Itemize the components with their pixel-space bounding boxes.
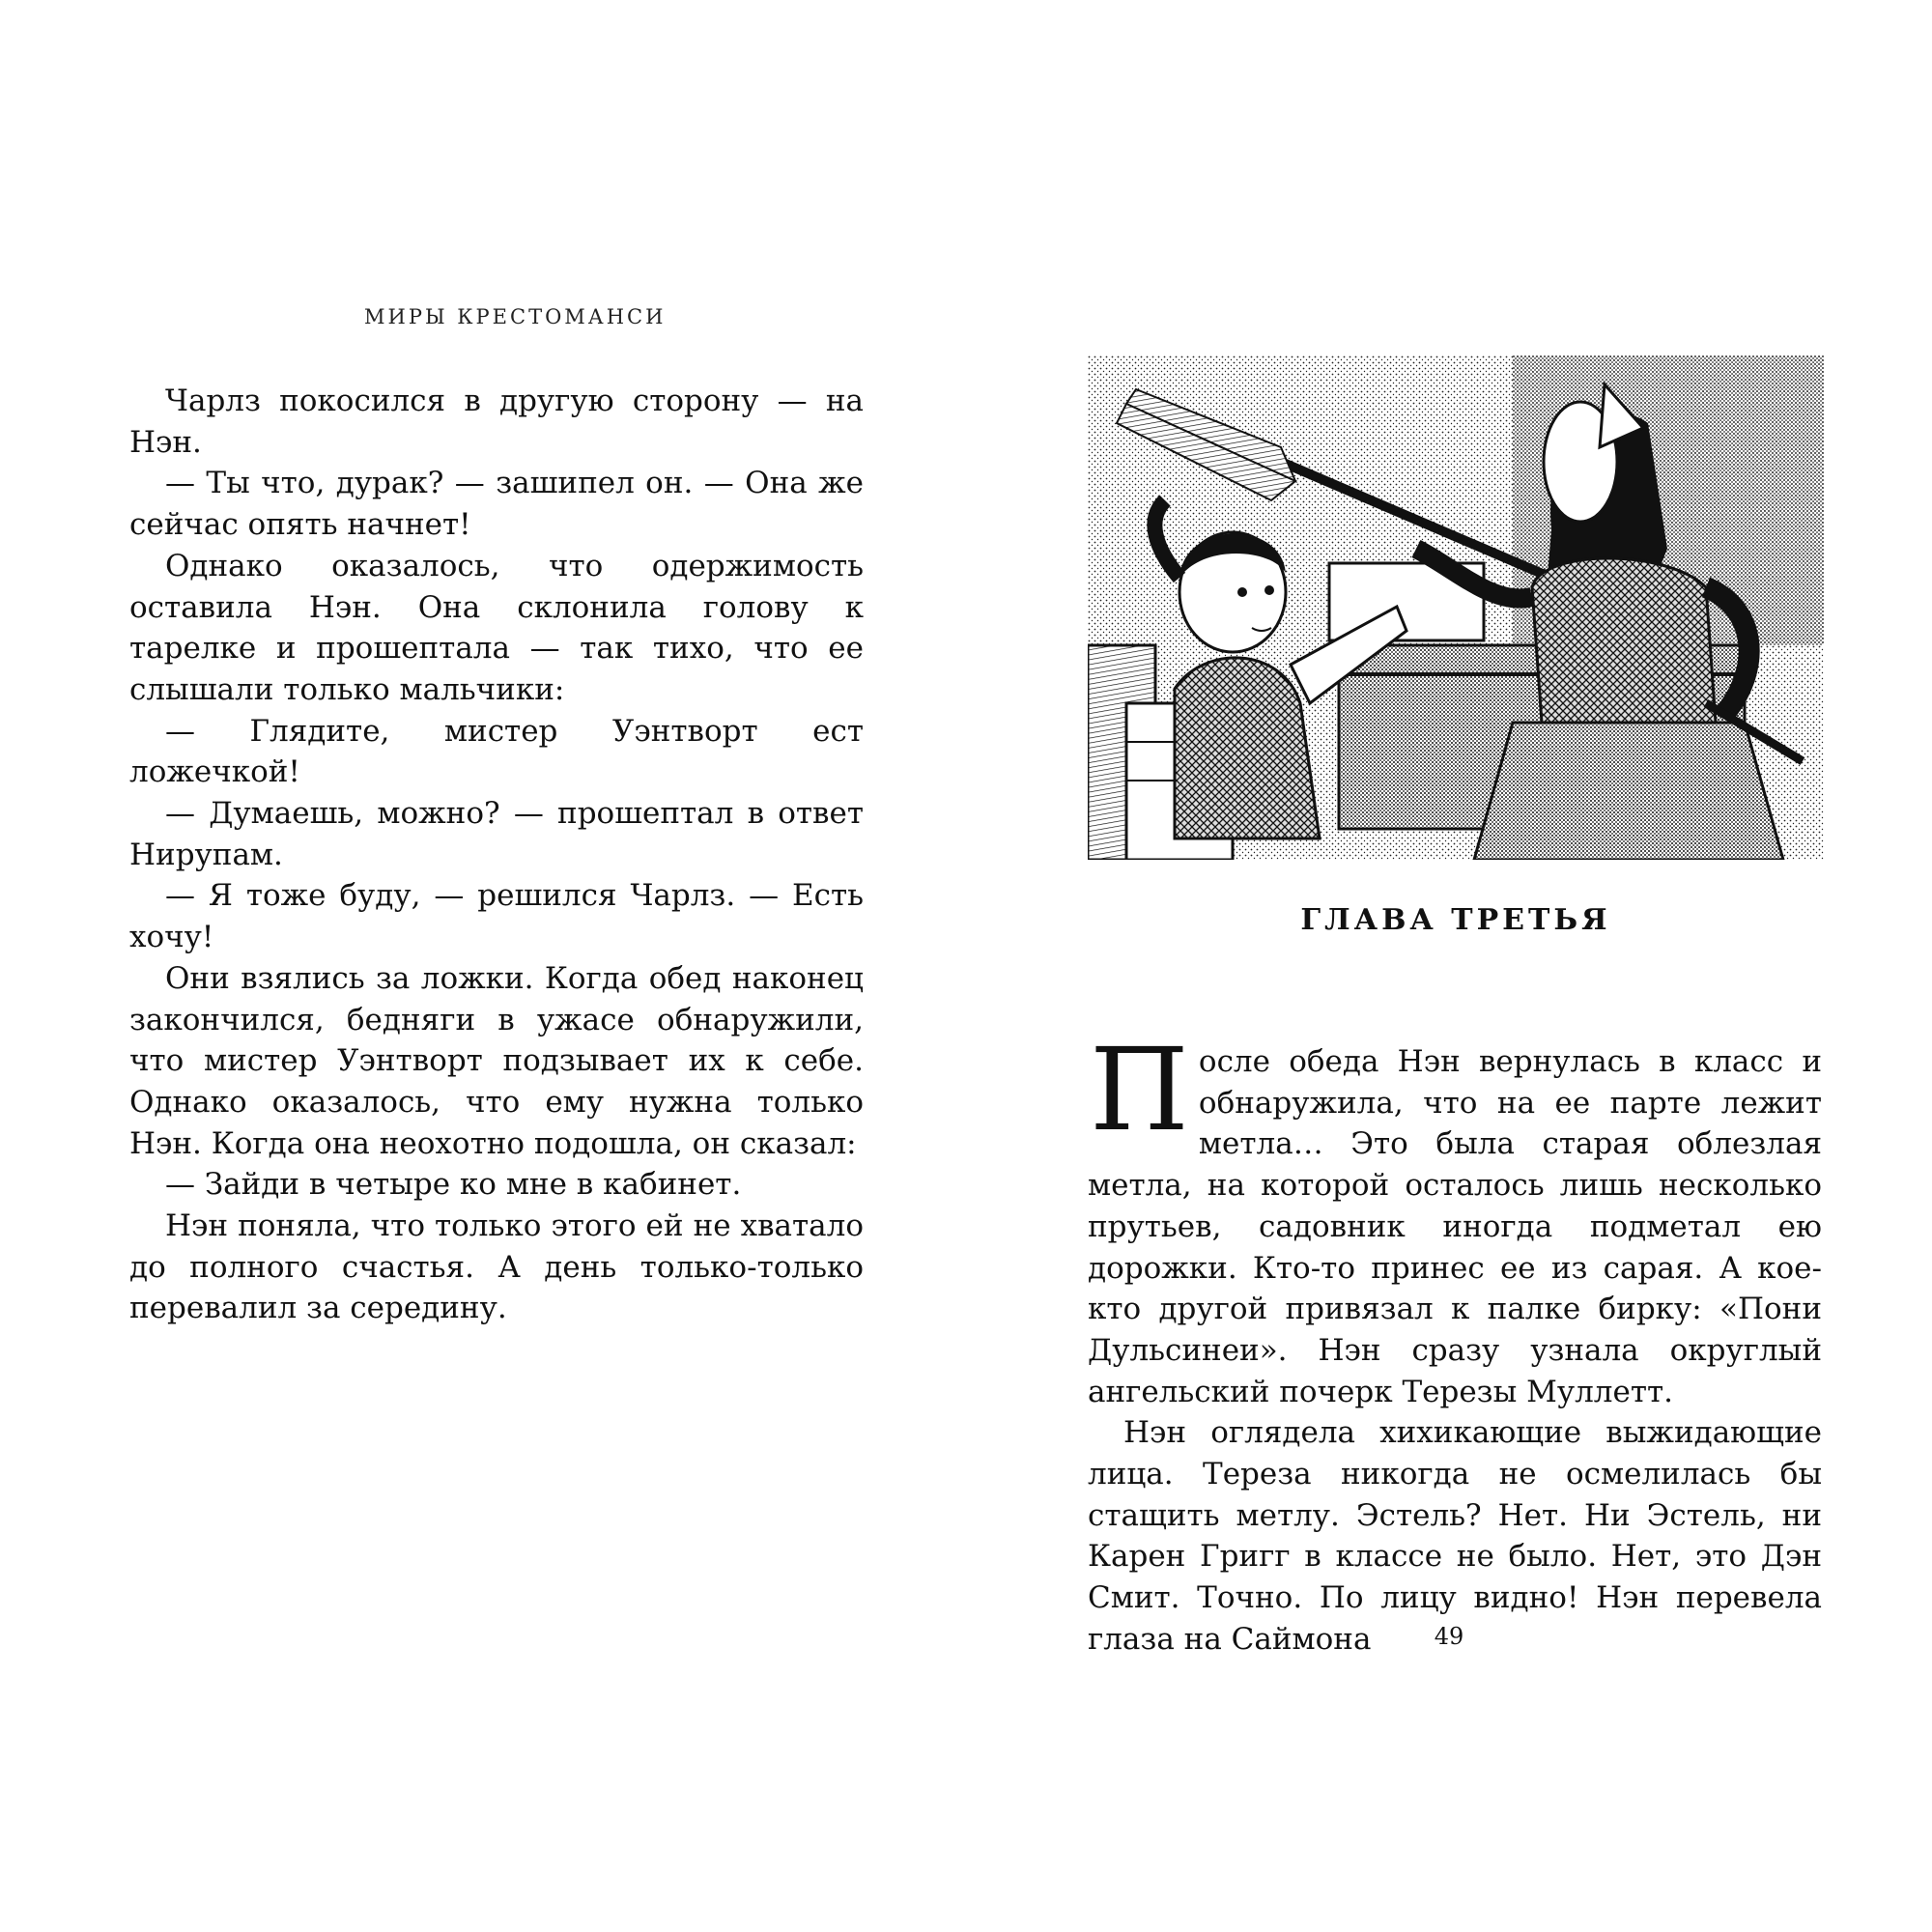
- right-page: [966, 0, 1932, 1932]
- illustration-drawing: [1088, 355, 1824, 860]
- paragraph: Они взялись за ложки. Когда обед наконец закончился, бедняги в ужасе обнаружили, что мистер Уэнтворт подзывает их к себе. Однако оказалось, что ему нужна только Нэн. Когда она неохотно подошла, он сказал:: [129, 960, 864, 1161]
- paragraph: Нэн поняла, что только этого ей не хватало до полного счастья. А день только-только перевалил за середину.: [129, 1208, 864, 1326]
- paragraph: Нэн оглядела хихикающие выжидающие лица. Тереза никогда не осмелилась бы стащить метлу. Эстель? Нет. Ни Эстель, ни Карен Григг в классе не было. Нет, это Дэн Смит. Точно. По лицу видно! Нэн перевела глаза на Саймона: [1088, 1415, 1822, 1657]
- paragraph: Однако оказалось, что одержимость оставила Нэн. Она склонила голову к тарелке и прошептала — так тихо, что ее слышали только мальчики:: [129, 548, 864, 707]
- left-text-block: [129, 381, 864, 1329]
- chapter-title: ГЛАВА ТРЕТЬЯ: [1300, 903, 1611, 937]
- paragraph: Чарлз покосился в другую сторону — на Нэн.: [129, 384, 864, 460]
- paragraph: — Глядите, мистер Уэнтворт ест ложечкой!: [129, 713, 864, 790]
- first-paragraph: [1088, 1023, 1822, 1412]
- drop-cap: П: [1090, 1023, 1189, 1156]
- paragraph: — Ты что, дурак? — зашипел он. — Она же сейчас опять начнет!: [129, 466, 864, 543]
- paragraph: — Думаешь, можно? — прошептал в ответ Нирупам.: [129, 796, 864, 872]
- chapter-illustration: [1088, 355, 1824, 860]
- running-head: МИРЫ КРЕСТОМАНСИ: [364, 305, 667, 328]
- right-text-block: [1088, 1023, 1822, 1661]
- page-number: 49: [1434, 1623, 1464, 1650]
- paragraph: — Зайди в четыре ко мне в кабинет.: [165, 1167, 742, 1203]
- first-paragraph-text: осле обеда Нэн вернулась в класс и обнаружила, что на ее парте лежит метла… Это была старая облезлая метла, на которой осталось лишь несколько прутьев, садовник иногда подметал ею дорожки. Кто-то принес ее из сарая. А кое-кто другой привязал к палке бирку: «Пони Дульсинеи». Нэн сразу узнала округлый ангельский почерк Терезы Муллетт.: [1088, 1044, 1822, 1409]
- paragraph: — Я тоже буду, — решился Чарлз. — Есть хочу!: [129, 878, 864, 955]
